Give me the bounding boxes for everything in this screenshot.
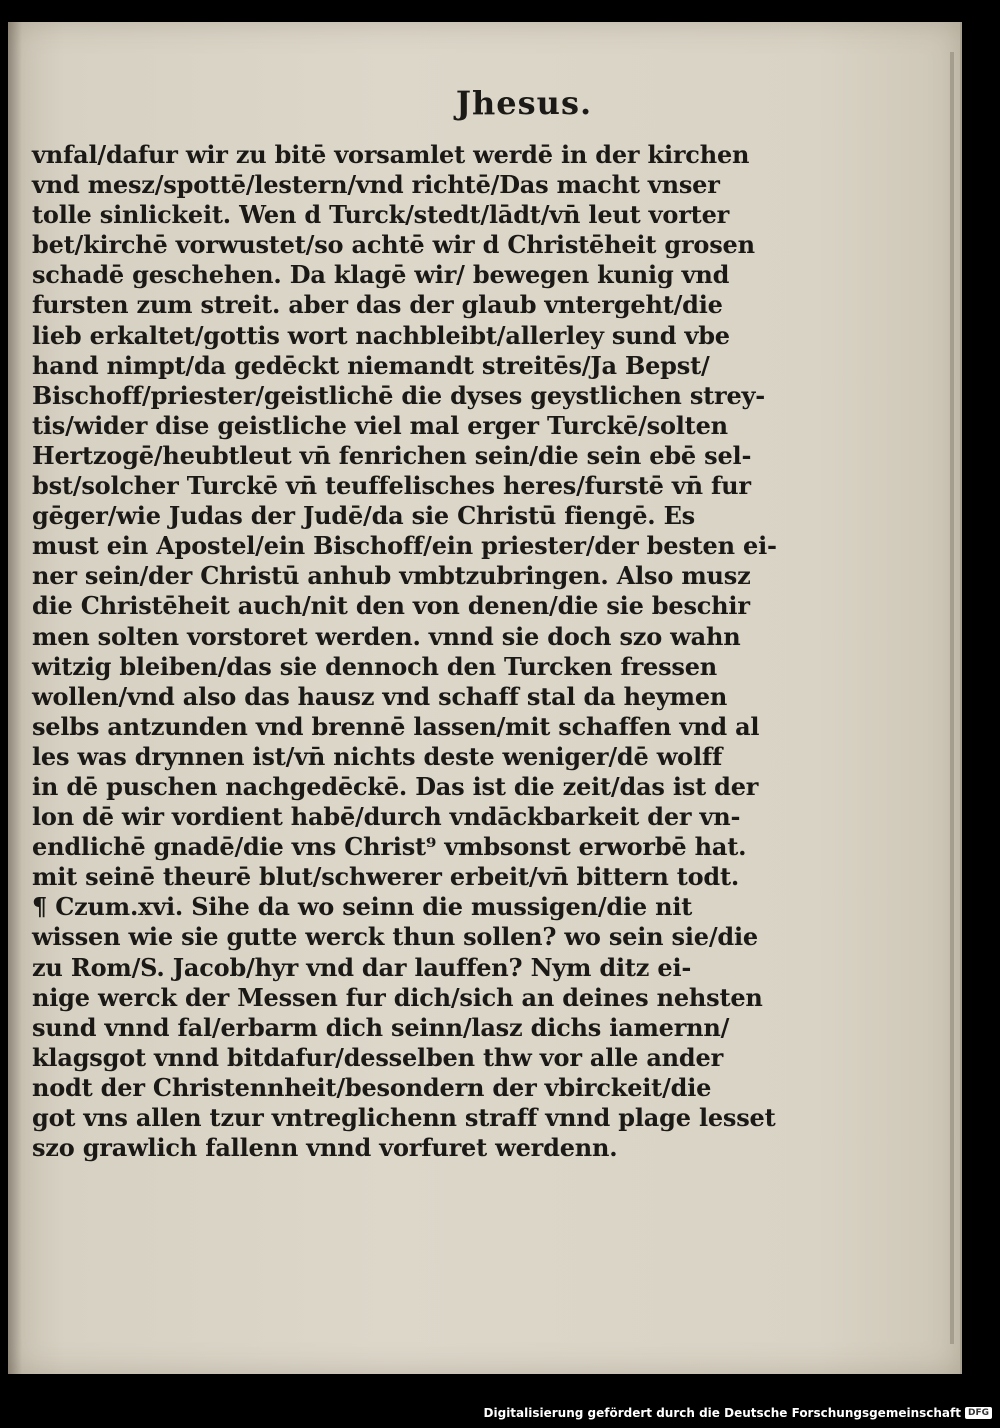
- text-block: [32, 140, 777, 1163]
- text-line: gēger/wie Judas der Judē/da sie Christū fiengē. Es: [32, 501, 695, 531]
- text-line: selbs antzunden vnd brennē lassen/mit schaffen vnd al: [32, 711, 760, 741]
- text-line: tolle sinlickeit. Wen d Turck/stedt/lādt/vn̄ leut vorter: [32, 200, 730, 230]
- text-line: die Christēheit auch/nit den von denen/die sie beschir: [32, 591, 750, 621]
- text-line: vnd mesz/spottē/lestern/vnd richtē/Das macht vnser: [32, 170, 720, 200]
- text-line: endlichē gnadē/die vns Christ⁹ vmbsonst erworbē hat.: [32, 832, 747, 862]
- text-line: Hertzogē/heubtleut vn̄ fenrichen sein/die sein ebē sel-: [32, 440, 752, 470]
- page-edge: [950, 52, 954, 1344]
- text-line: must ein Apostel/ein Bischoff/ein priester/der besten ei-: [32, 531, 777, 561]
- text-line: nodt der Christennheit/besondern der vbirckeit/die: [32, 1072, 712, 1102]
- text-line: vnfal/dafur wir zu bitē vorsamlet werdē in der kirchen: [32, 140, 750, 169]
- text-line: Bischoff/priester/geistlichē die dyses geystlichen strey-: [32, 380, 766, 410]
- dfg-logo: DFG: [965, 1407, 992, 1419]
- text-line: tis/wider dise geistliche viel mal erger Turckē/solten: [32, 410, 728, 440]
- text-line: klagsgot vnnd bitdafur/desselben thw vor alle ander: [32, 1042, 724, 1072]
- text-line: les was drynnen ist/vn̄ nichts deste weniger/dē wolff: [32, 741, 723, 771]
- text-line: wissen wie sie gutte werck thun sollen? wo sein sie/die: [32, 922, 758, 952]
- text-line: got vns allen tzur vntreglichenn straff vnnd plage lesset: [32, 1103, 776, 1132]
- text-line: ¶ Czum.xvi. Sihe da wo seinn die mussigen/die nit: [32, 892, 693, 922]
- text-line: men solten vorstoret werden. vnnd sie doch szo wahn: [32, 621, 741, 651]
- text-line: schadē geschehen. Da klagē wir/ bewegen kunig vnd: [32, 260, 730, 290]
- text-line: szo grawlich fallenn vnnd vorfuret werdenn.: [32, 1133, 618, 1163]
- text-line: witzig bleiben/das sie dennoch den Turcken fressen: [32, 651, 718, 681]
- running-head: Jhesus.: [455, 84, 593, 122]
- text-line: hand nimpt/da gedēckt niemandt streitēs/Ja Bepst/: [32, 350, 710, 380]
- text-line: ner sein/der Christū anhub vmbtzubringen. Also musz: [32, 561, 751, 591]
- funding-credit: Digitalisierung gefördert durch die Deutsche Forschungsgemeinschaft: [483, 1406, 961, 1420]
- text-line: sund vnnd fal/erbarm dich seinn/lasz dichs iamernn/: [32, 1012, 730, 1042]
- text-line: in dē puschen nachgedēckē. Das ist die zeit/das ist der: [32, 771, 759, 801]
- text-line: mit seinē theurē blut/schwerer erbeit/vn̄ bittern todt.: [32, 862, 740, 892]
- text-line: lieb erkaltet/gottis wort nachbleibt/allerley sund vbe: [32, 320, 730, 350]
- text-line: zu Rom/S. Jacob/hyr vnd dar lauffen? Nym ditz ei-: [32, 952, 692, 982]
- text-line: bst/solcher Turckē vn̄ teuffelisches heres/furstē vn̄ fur: [32, 471, 751, 501]
- book-page: [8, 22, 962, 1374]
- footer-bar: [0, 1398, 1000, 1428]
- text-line: wollen/vnd also das hausz vnd schaff stal da heymen: [32, 681, 728, 711]
- text-line: fursten zum streit. aber das der glaub vntergeht/die: [32, 290, 723, 320]
- text-line: bet/kirchē vorwustet/so achtē wir d Christēheit grosen: [32, 230, 755, 260]
- text-line: nige werck der Messen fur dich/sich an deines nehsten: [32, 982, 763, 1012]
- text-line: lon dē wir vordient habē/durch vndāckbarkeit der vn-: [32, 802, 741, 832]
